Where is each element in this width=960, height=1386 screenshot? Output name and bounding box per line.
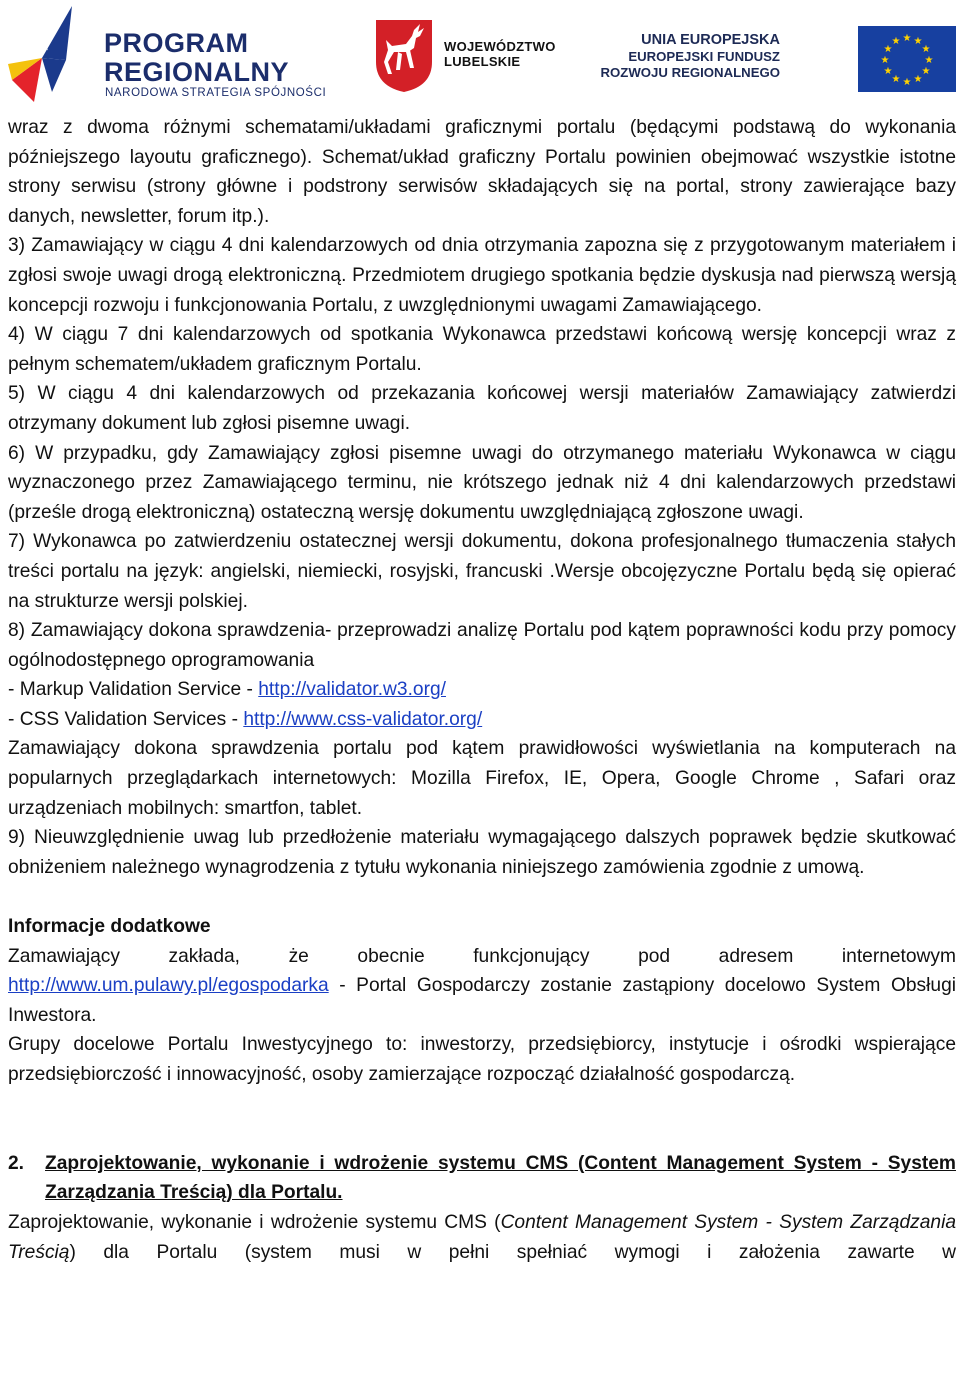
section-2-text-start: Zaprojektowanie, wykonanie i wdrożenie systemu CMS (	[8, 1211, 501, 1233]
svg-text:★: ★	[913, 74, 923, 85]
svg-text:★: ★	[891, 74, 901, 85]
point-9-paragraph: 9) Nieuwzględnienie uwag lub przedłożenie materiału wymagającego dalszych poprawek będzie skutkować obniżeniem należnego wynagrodzenia z tytułu wykonania niniejszego zamówienia zgodnie z umową.	[8, 827, 956, 878]
markup-validation-label: - Markup Validation Service -	[8, 679, 259, 701]
markup-validator-link[interactable]: http://validator.w3.org/	[258, 679, 446, 701]
markup-validation-line	[8, 675, 956, 705]
page-header	[0, 0, 960, 110]
eu-fund-line: EUROPEJSKI FUNDUSZ	[628, 49, 780, 64]
svg-text:★: ★	[883, 66, 893, 77]
info-text-start: Zamawiający zakłada, że obecnie funkcjonujący pod adresem internetowym	[8, 945, 956, 967]
svg-text:★: ★	[880, 55, 890, 66]
eu-title: UNIA EUROPEJSKA	[641, 32, 780, 48]
css-validation-line	[8, 705, 956, 735]
section-2-text-end: ) dla Portalu (system musi w pełni spełniać wymogi i założenia zawarte w	[69, 1241, 956, 1263]
wojewodztwo-label: WOJEWÓDZTWO	[444, 39, 556, 54]
section-2-heading	[8, 1149, 956, 1208]
css-validation-label: - CSS Validation Services -	[8, 708, 244, 730]
point-5-paragraph: 5) W ciągu 4 dni kalendarzowych od przekazania końcowej wersji materiałów Zamawiający zatwierdzi otrzymany dokument lub zgłosi pisemne uwagi.	[8, 383, 956, 434]
eu-development-line: ROZWOJU REGIONALNEGO	[600, 65, 780, 80]
css-validator-link[interactable]: http://www.css-validator.org/	[243, 708, 483, 730]
point-7-paragraph: 7) Wykonawca po zatwierdzeniu ostatecznej wersji dokumentu, dokona profesjonalnego tłumaczenia stałych treści portalu na język: angielski, niemiecki, rosyjski, francuski .Wersje obcojęzyczne Portalu będą się opierać na strukturze wersji polskiej.	[8, 531, 956, 612]
program-title: PROGRAM	[104, 28, 249, 58]
svg-text:★: ★	[883, 44, 893, 55]
document-body	[8, 113, 956, 1267]
program-regionalny-emblem-icon	[6, 4, 98, 104]
regionalny-title: REGIONALNY	[104, 57, 290, 87]
point-6-paragraph: 6) W przypadku, gdy Zamawiający zgłosi pisemne uwagi do otrzymanego materiału Wykonawca w ciągu wyznaczonego przez Zamawiającego terminu, nie krótszego jednak niż 4 dni kalendarzowych przedstawi (prześle drogą elektroniczną) ostateczną wersję dokumentu uwzględniającą zgłoszone uwagi.	[8, 442, 956, 523]
svg-text:★: ★	[891, 36, 901, 47]
svg-text:★: ★	[902, 33, 912, 44]
section-2-number: 2.	[8, 1152, 25, 1174]
svg-text:★: ★	[902, 77, 912, 88]
spacer	[8, 1090, 956, 1120]
svg-text:★: ★	[924, 55, 934, 66]
point-8-paragraph: 8) Zamawiający dokona sprawdzenia- przeprowadzi analizę Portalu pod kątem poprawności kodu przy pomocy ogólnodostępnego oprogramowania	[8, 620, 956, 671]
section-2-title: Zaprojektowanie, wykonanie i wdrożenie systemu CMS (Content Management System - System Zarządzania Treścią) dla Portalu.	[45, 1152, 956, 1204]
svg-text:★: ★	[913, 36, 923, 47]
egospodarka-link[interactable]: http://www.um.pulawy.pl/egospodarka	[8, 975, 329, 997]
browser-check-paragraph: Zamawiający dokona sprawdzenia portalu pod kątem prawidłowości wyświetlania na komputerach na popularnych przeglądarkach internetowych: Mozilla Firefox, IE, Opera, Google Chrome , Safari oraz urządzeniach mobilnych: smartfon, tablet.	[8, 738, 956, 819]
point-4-paragraph: 4) W ciągu 7 dni kalendarzowych od spotkania Wykonawca przedstawi końcową wersję koncepcji wraz z pełnym schematem/układem graficznym Portalu.	[8, 324, 956, 375]
info-heading: Informacje dodatkowe	[8, 916, 211, 938]
info-paragraph-2: Grupy docelowe Portalu Inwestycyjnego to: inwestorzy, przedsiębiorcy, instytucje i ośrodki wspierające przedsiębiorczość i innowacyjność, osoby zamierzające rozpocząć działalność gospodarczą.	[8, 1034, 956, 1085]
eu-flag-icon	[858, 26, 956, 92]
intro-paragraph: wraz z dwoma różnymi schematami/układami graficznymi portalu (będącymi podstawą do wykonania późniejszego layoutu graficznego). Schemat/układ graficzny Portalu powinien obejmować wszystkie istotne strony serwisu (strony główne i podstrony serwisów składających się na portal, strony zawierające bazy danych, newsletter, forum itp.).	[8, 117, 956, 227]
info-paragraph-1	[8, 942, 956, 1031]
spacer	[8, 1119, 956, 1149]
lubelskie-label: LUBELSKIE	[444, 54, 521, 69]
section-2-paragraph	[8, 1208, 956, 1267]
unia-europejska-logo	[600, 18, 956, 98]
info-text-end: - Portal Gospodarczy zostanie zastąpiony docelowo System Obsługi Inwestora.	[8, 975, 956, 1026]
wojewodztwo-lubelskie-logo	[374, 18, 574, 98]
program-regionalny-logo	[6, 4, 336, 104]
lubelskie-coat-of-arms-icon	[374, 18, 434, 94]
svg-text:★: ★	[921, 66, 931, 77]
section-2-text-italic: Content Management System - System Zarządzania Treścią	[8, 1211, 957, 1263]
strategia-subtitle: NARODOWA STRATEGIA SPÓJNOŚCI	[105, 87, 327, 99]
point-3-paragraph: 3) Zamawiający w ciągu 4 dni kalendarzowych od dnia otrzymania zapozna się z przygotowanym materiałem i zgłosi swoje uwagi drogą elektroniczną. Przedmiotem drugiego spotkania będzie dyskusja nad pierwszą wersją koncepcji rozwoju i funkcjonowania Portalu, z uwzględnionymi uwagami Zamawiającego.	[8, 235, 956, 316]
spacer	[8, 882, 956, 912]
svg-text:★: ★	[921, 44, 931, 55]
